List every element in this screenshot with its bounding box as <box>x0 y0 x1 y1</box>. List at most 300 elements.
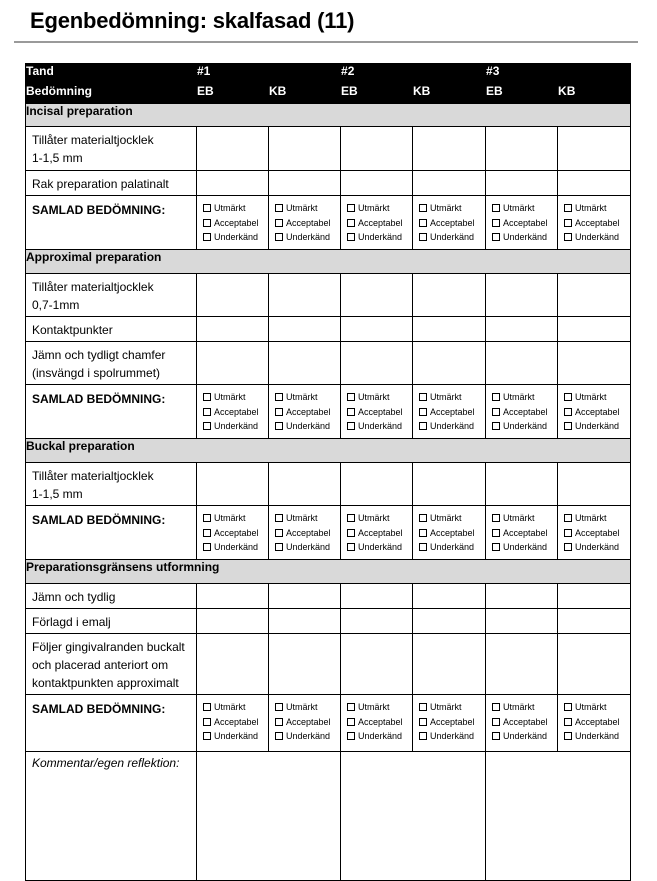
checkbox-icon[interactable] <box>419 233 427 241</box>
rating-option-label: Underkänd <box>358 232 403 243</box>
checkbox-icon[interactable] <box>419 219 427 227</box>
rating-option[interactable] <box>492 405 557 420</box>
score-cell[interactable] <box>197 584 269 609</box>
rating-option[interactable] <box>564 540 630 555</box>
checkbox-icon[interactable] <box>203 393 211 401</box>
score-cell[interactable] <box>341 171 413 196</box>
rating-option[interactable] <box>419 511 485 526</box>
score-cell[interactable] <box>486 342 558 385</box>
rating-option[interactable] <box>347 216 412 231</box>
rating-option-label: Utmärkt <box>430 702 462 712</box>
section-header <box>26 439 631 463</box>
checkbox-icon[interactable] <box>275 703 283 711</box>
rating-option-label: Underkänd <box>286 731 331 742</box>
rating-option-label: Utmärkt <box>358 392 390 402</box>
checkbox-icon[interactable] <box>275 529 283 537</box>
score-cell[interactable] <box>269 342 341 385</box>
rating-options-cell <box>197 506 269 560</box>
score-cell[interactable] <box>413 274 486 317</box>
criterion-label-line: och placerad anteriort om <box>32 658 169 672</box>
checkbox-icon[interactable] <box>492 204 500 212</box>
checkbox-icon[interactable] <box>492 233 500 241</box>
rating-option[interactable] <box>203 540 268 555</box>
criterion-row <box>26 463 631 506</box>
score-cell[interactable] <box>341 127 413 171</box>
rating-option[interactable] <box>492 390 557 405</box>
header-row-teeth <box>26 64 631 84</box>
rating-options <box>486 506 557 555</box>
score-cell[interactable] <box>413 463 486 506</box>
kb-label: KB <box>413 84 486 104</box>
rating-option[interactable] <box>347 715 412 730</box>
score-cell[interactable] <box>197 609 269 634</box>
rating-option-label: Utmärkt <box>286 392 318 402</box>
checkbox-icon[interactable] <box>492 408 500 416</box>
score-cell[interactable] <box>486 584 558 609</box>
rating-option-label: Utmärkt <box>575 392 607 402</box>
checkbox-icon[interactable] <box>492 543 500 551</box>
checkbox-icon[interactable] <box>203 408 211 416</box>
rating-option[interactable] <box>347 526 412 541</box>
rating-option[interactable] <box>203 729 268 744</box>
rating-option-label: Acceptabel <box>575 716 620 727</box>
eb-label: EB <box>341 84 413 104</box>
rating-option[interactable] <box>347 729 412 744</box>
score-cell[interactable] <box>197 634 269 695</box>
rating-option[interactable] <box>347 540 412 555</box>
rating-option[interactable] <box>203 526 268 541</box>
rating-option-label: Acceptabel <box>430 406 475 417</box>
rating-option-label: Utmärkt <box>503 203 535 213</box>
rating-option-label: Underkänd <box>286 421 331 432</box>
checkbox-icon[interactable] <box>564 219 572 227</box>
summary-row <box>26 506 631 560</box>
checkbox-icon[interactable] <box>203 703 211 711</box>
checkbox-icon[interactable] <box>347 732 355 740</box>
tooth-2-label: #2 <box>341 64 486 84</box>
rating-option[interactable] <box>347 419 412 434</box>
checkbox-icon[interactable] <box>492 529 500 537</box>
bedomning-label: Bedömning <box>26 84 197 104</box>
checkbox-icon[interactable] <box>203 529 211 537</box>
score-cell[interactable] <box>197 274 269 317</box>
score-cell[interactable] <box>197 342 269 385</box>
rating-options-cell <box>558 695 631 752</box>
score-cell[interactable] <box>269 609 341 634</box>
checkbox-icon[interactable] <box>419 204 427 212</box>
checkbox-icon[interactable] <box>419 422 427 430</box>
rating-options <box>413 506 485 555</box>
rating-option[interactable] <box>419 526 485 541</box>
rating-option[interactable] <box>275 729 340 744</box>
checkbox-icon[interactable] <box>564 204 572 212</box>
checkbox-icon[interactable] <box>347 703 355 711</box>
checkbox-icon[interactable] <box>347 543 355 551</box>
rating-option[interactable] <box>564 700 630 715</box>
checkbox-icon[interactable] <box>419 703 427 711</box>
rating-option[interactable] <box>275 526 340 541</box>
rating-option[interactable] <box>347 390 412 405</box>
score-cell[interactable] <box>558 634 631 695</box>
checkbox-icon[interactable] <box>203 732 211 740</box>
rating-option-label: Utmärkt <box>358 203 390 213</box>
score-cell[interactable] <box>269 634 341 695</box>
section-header <box>26 250 631 274</box>
rating-option[interactable] <box>419 715 485 730</box>
eb-label: EB <box>486 84 558 104</box>
checkbox-icon[interactable] <box>564 514 572 522</box>
criterion-label <box>26 634 197 695</box>
checkbox-icon[interactable] <box>492 732 500 740</box>
criterion-label-line: Jämn och tydlig <box>32 590 116 604</box>
rating-option[interactable] <box>203 216 268 231</box>
rating-option-label: Utmärkt <box>503 392 535 402</box>
rating-option[interactable] <box>419 700 485 715</box>
checkbox-icon[interactable] <box>347 219 355 227</box>
rating-option[interactable] <box>492 715 557 730</box>
checkbox-icon[interactable] <box>203 219 211 227</box>
rating-option-label: Acceptabel <box>430 217 475 228</box>
rating-options <box>558 385 630 434</box>
rating-option[interactable] <box>419 216 485 231</box>
checkbox-icon[interactable] <box>564 422 572 430</box>
rating-option[interactable] <box>203 201 268 216</box>
checkbox-icon[interactable] <box>275 718 283 726</box>
score-cell[interactable] <box>558 584 631 609</box>
checkbox-icon[interactable] <box>419 529 427 537</box>
score-cell[interactable] <box>558 127 631 171</box>
rating-option[interactable] <box>203 419 268 434</box>
score-cell[interactable] <box>558 609 631 634</box>
rating-option[interactable] <box>419 405 485 420</box>
score-cell[interactable] <box>341 274 413 317</box>
rating-option-label: Acceptabel <box>430 527 475 538</box>
checkbox-icon[interactable] <box>275 408 283 416</box>
checkbox-icon[interactable] <box>203 233 211 241</box>
rating-option-label: Acceptabel <box>214 217 259 228</box>
rating-option[interactable] <box>564 230 630 245</box>
score-cell[interactable] <box>197 127 269 171</box>
checkbox-icon[interactable] <box>347 408 355 416</box>
rating-option[interactable] <box>275 700 340 715</box>
rating-option[interactable] <box>347 201 412 216</box>
rating-option[interactable] <box>419 201 485 216</box>
checkbox-icon[interactable] <box>564 233 572 241</box>
checkbox-icon[interactable] <box>275 219 283 227</box>
checkbox-icon[interactable] <box>275 393 283 401</box>
rating-option[interactable] <box>492 511 557 526</box>
kb-label: KB <box>269 84 341 104</box>
rating-option-label: Acceptabel <box>286 527 331 538</box>
checkbox-icon[interactable] <box>275 543 283 551</box>
rating-option[interactable] <box>275 715 340 730</box>
checkbox-icon[interactable] <box>347 514 355 522</box>
criterion-label <box>26 584 197 609</box>
rating-option[interactable] <box>203 405 268 420</box>
checkbox-icon[interactable] <box>203 422 211 430</box>
rating-option[interactable] <box>275 540 340 555</box>
rating-options <box>413 695 485 744</box>
rating-option[interactable] <box>275 230 340 245</box>
checkbox-icon[interactable] <box>203 718 211 726</box>
checkbox-icon[interactable] <box>347 233 355 241</box>
score-cell[interactable] <box>486 463 558 506</box>
rating-option[interactable] <box>564 526 630 541</box>
score-cell[interactable] <box>413 171 486 196</box>
rating-option[interactable] <box>492 729 557 744</box>
rating-option-label: Underkänd <box>358 542 403 553</box>
rating-option[interactable] <box>564 419 630 434</box>
comment-area[interactable] <box>486 752 631 881</box>
rating-option-label: Utmärkt <box>214 513 246 523</box>
section-title: Buckal preparation <box>26 439 631 463</box>
rating-option[interactable] <box>203 511 268 526</box>
rating-option[interactable] <box>347 405 412 420</box>
score-cell[interactable] <box>341 609 413 634</box>
checkbox-icon[interactable] <box>275 204 283 212</box>
score-cell[interactable] <box>413 584 486 609</box>
rating-options <box>341 695 412 744</box>
rating-option[interactable] <box>203 700 268 715</box>
rating-option-label: Acceptabel <box>358 406 403 417</box>
score-cell[interactable] <box>341 342 413 385</box>
criterion-row <box>26 317 631 342</box>
rating-options <box>269 695 340 744</box>
criterion-label-line: Jämn och tydligt chamfer <box>32 348 166 362</box>
rating-option-label: Underkänd <box>430 421 475 432</box>
rating-option[interactable] <box>275 390 340 405</box>
rating-option-label: Utmärkt <box>214 702 246 712</box>
checkbox-icon[interactable] <box>564 393 572 401</box>
kb-label: KB <box>558 84 631 104</box>
checkbox-icon[interactable] <box>203 204 211 212</box>
checkbox-icon[interactable] <box>419 408 427 416</box>
score-cell[interactable] <box>269 127 341 171</box>
rating-options <box>269 385 340 434</box>
rating-option[interactable] <box>275 216 340 231</box>
rating-option[interactable] <box>492 201 557 216</box>
rating-options-cell <box>486 506 558 560</box>
rating-option[interactable] <box>275 419 340 434</box>
checkbox-icon[interactable] <box>564 529 572 537</box>
score-cell[interactable] <box>197 463 269 506</box>
rating-options-cell <box>269 506 341 560</box>
score-cell[interactable] <box>413 127 486 171</box>
rating-option[interactable] <box>564 715 630 730</box>
rating-option[interactable] <box>419 390 485 405</box>
checkbox-icon[interactable] <box>564 732 572 740</box>
eb-label: EB <box>197 84 269 104</box>
score-cell[interactable] <box>269 463 341 506</box>
score-cell[interactable] <box>413 342 486 385</box>
checkbox-icon[interactable] <box>347 422 355 430</box>
rating-option[interactable] <box>419 419 485 434</box>
checkbox-icon[interactable] <box>275 514 283 522</box>
checkbox-icon[interactable] <box>275 422 283 430</box>
rating-option-label: Utmärkt <box>286 203 318 213</box>
rating-option[interactable] <box>275 201 340 216</box>
rating-option-label: Underkänd <box>503 421 548 432</box>
checkbox-icon[interactable] <box>492 514 500 522</box>
rating-option-label: Underkänd <box>575 731 620 742</box>
criterion-label <box>26 463 197 506</box>
score-cell[interactable] <box>341 317 413 342</box>
rating-option[interactable] <box>564 729 630 744</box>
checkbox-icon[interactable] <box>419 543 427 551</box>
rating-option-label: Underkänd <box>214 232 259 243</box>
rating-options-cell <box>269 385 341 439</box>
comment-area[interactable] <box>197 752 341 881</box>
rating-option-label: Utmärkt <box>430 203 462 213</box>
section-title: Preparationsgränsens utformning <box>26 560 631 584</box>
rating-option-label: Acceptabel <box>575 217 620 228</box>
rating-option-label: Acceptabel <box>503 527 548 538</box>
checkbox-icon[interactable] <box>203 543 211 551</box>
rating-option-label: Underkänd <box>286 232 331 243</box>
criterion-label-line: Tillåter materialtjocklek <box>32 133 154 147</box>
checkbox-icon[interactable] <box>564 718 572 726</box>
rating-options <box>558 695 630 744</box>
rating-option[interactable] <box>492 700 557 715</box>
score-cell[interactable] <box>269 274 341 317</box>
checkbox-icon[interactable] <box>419 514 427 522</box>
rating-option[interactable] <box>564 511 630 526</box>
checkbox-icon[interactable] <box>419 393 427 401</box>
rating-option[interactable] <box>564 390 630 405</box>
rating-option-label: Acceptabel <box>286 406 331 417</box>
rating-option[interactable] <box>492 216 557 231</box>
rating-option[interactable] <box>275 511 340 526</box>
rating-options <box>558 196 630 245</box>
score-cell[interactable] <box>413 634 486 695</box>
rating-option[interactable] <box>419 540 485 555</box>
score-cell[interactable] <box>341 584 413 609</box>
rating-option[interactable] <box>492 526 557 541</box>
score-cell[interactable] <box>558 317 631 342</box>
score-cell[interactable] <box>558 171 631 196</box>
score-cell[interactable] <box>197 171 269 196</box>
checkbox-icon[interactable] <box>347 529 355 537</box>
score-cell[interactable] <box>558 342 631 385</box>
criterion-label-line: Tillåter materialtjocklek <box>32 280 154 294</box>
criterion-row <box>26 274 631 317</box>
score-cell[interactable] <box>486 634 558 695</box>
rating-option-label: Underkänd <box>214 421 259 432</box>
criterion-label-line: 0,7-1mm <box>32 298 80 312</box>
checkbox-icon[interactable] <box>347 393 355 401</box>
checkbox-icon[interactable] <box>564 703 572 711</box>
checkbox-icon[interactable] <box>347 204 355 212</box>
score-cell[interactable] <box>413 609 486 634</box>
checkbox-icon[interactable] <box>419 718 427 726</box>
rating-options-cell <box>341 506 413 560</box>
rating-option[interactable] <box>203 390 268 405</box>
checkbox-icon[interactable] <box>275 732 283 740</box>
checkbox-icon[interactable] <box>492 718 500 726</box>
rating-option-label: Acceptabel <box>286 716 331 727</box>
rating-option-label: Acceptabel <box>503 716 548 727</box>
checkbox-icon[interactable] <box>275 233 283 241</box>
rating-option[interactable] <box>492 419 557 434</box>
rating-options-cell <box>413 695 486 752</box>
rating-option-label: Utmärkt <box>430 513 462 523</box>
checkbox-icon[interactable] <box>419 732 427 740</box>
criterion-label <box>26 274 197 317</box>
score-cell[interactable] <box>486 274 558 317</box>
rating-option[interactable] <box>564 216 630 231</box>
score-cell[interactable] <box>413 317 486 342</box>
score-cell[interactable] <box>486 317 558 342</box>
rating-option[interactable] <box>419 729 485 744</box>
criterion-row <box>26 609 631 634</box>
rating-options-cell <box>341 695 413 752</box>
rating-option[interactable] <box>347 700 412 715</box>
checkbox-icon[interactable] <box>203 514 211 522</box>
score-cell[interactable] <box>269 584 341 609</box>
score-cell[interactable] <box>341 634 413 695</box>
rating-option-label: Utmärkt <box>575 203 607 213</box>
score-cell[interactable] <box>558 463 631 506</box>
checkbox-icon[interactable] <box>492 219 500 227</box>
checkbox-icon[interactable] <box>564 543 572 551</box>
score-cell[interactable] <box>269 171 341 196</box>
section-header <box>26 560 631 584</box>
rating-options <box>269 196 340 245</box>
rating-option[interactable] <box>492 540 557 555</box>
checkbox-icon[interactable] <box>492 703 500 711</box>
assessment-table <box>25 63 631 881</box>
checkbox-icon[interactable] <box>564 408 572 416</box>
rating-option[interactable] <box>347 511 412 526</box>
rating-options <box>341 385 412 434</box>
rating-option-label: Acceptabel <box>214 406 259 417</box>
rating-option[interactable] <box>203 715 268 730</box>
score-cell[interactable] <box>558 274 631 317</box>
criterion-label-line: Rak preparation palatinalt <box>32 177 169 191</box>
rating-option-label: Utmärkt <box>358 702 390 712</box>
rating-option-label: Underkänd <box>503 232 548 243</box>
score-cell[interactable] <box>197 317 269 342</box>
rating-option-label: Acceptabel <box>503 217 548 228</box>
rating-option-label: Acceptabel <box>214 527 259 538</box>
checkbox-icon[interactable] <box>347 718 355 726</box>
score-cell[interactable] <box>486 609 558 634</box>
rating-option-label: Utmärkt <box>503 513 535 523</box>
rating-options <box>558 506 630 555</box>
rating-option-label: Acceptabel <box>358 716 403 727</box>
tooth-1-label: #1 <box>197 64 341 84</box>
rating-option[interactable] <box>203 230 268 245</box>
rating-option[interactable] <box>347 230 412 245</box>
score-cell[interactable] <box>486 171 558 196</box>
rating-option[interactable] <box>492 230 557 245</box>
rating-option-label: Underkänd <box>430 731 475 742</box>
summary-row <box>26 196 631 250</box>
checkbox-icon[interactable] <box>492 393 500 401</box>
score-cell[interactable] <box>341 463 413 506</box>
summary-label: SAMLAD BEDÖMNING: <box>26 506 197 560</box>
score-cell[interactable] <box>269 317 341 342</box>
rating-option[interactable] <box>564 405 630 420</box>
criterion-label <box>26 171 197 196</box>
checkbox-icon[interactable] <box>492 422 500 430</box>
comment-area[interactable] <box>341 752 486 881</box>
rating-option[interactable] <box>564 201 630 216</box>
rating-option[interactable] <box>275 405 340 420</box>
criterion-label-line: (insvängd i spolrummet) <box>32 366 161 380</box>
rating-option[interactable] <box>419 230 485 245</box>
score-cell[interactable] <box>486 127 558 171</box>
